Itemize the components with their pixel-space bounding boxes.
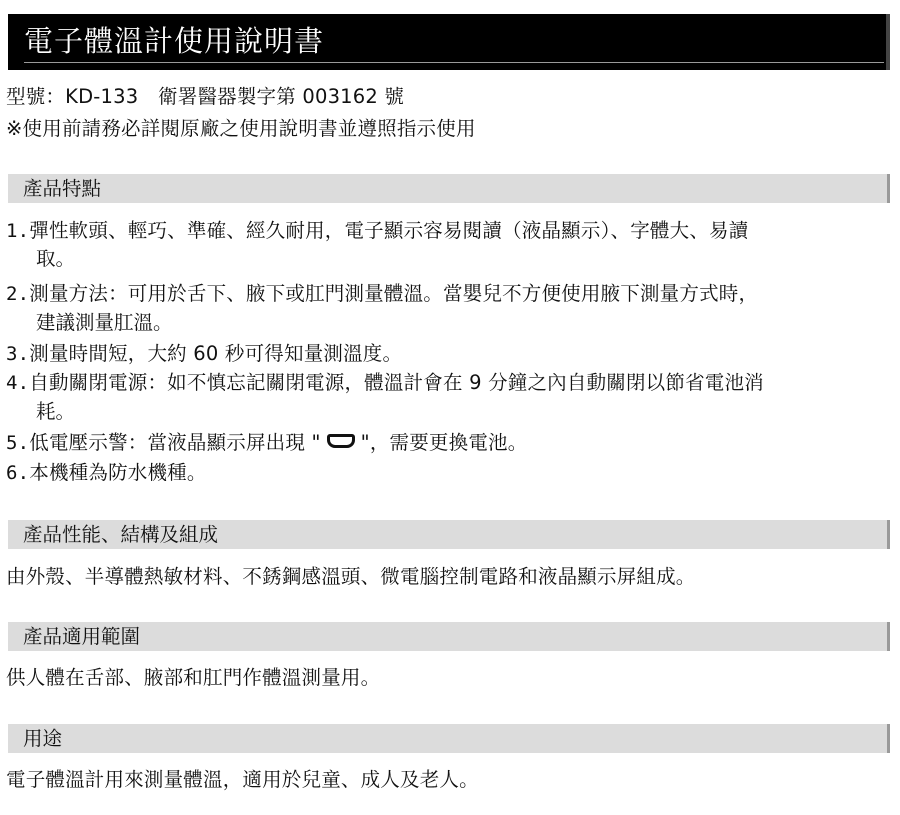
section-band-composition	[8, 520, 890, 549]
feature-item-4-continuation: 耗。	[36, 400, 76, 423]
feature-number: 4.	[6, 372, 30, 394]
usage-body: 電子體溫計用來測量體溫，適用於兒童、成人及老人。	[6, 768, 479, 791]
section-heading-usage: 用途	[23, 727, 63, 750]
feature-text: 測量時間短，大約 60 秒可得知量測溫度。	[29, 342, 403, 365]
feature-number: 1.	[6, 220, 30, 242]
feature-number: 2.	[6, 283, 30, 305]
feature-item-1	[6, 218, 748, 244]
feature-text: 彈性軟頭、輕巧、準確、經久耐用，電子顯示容易閱讀（液晶顯示）、字體大、易讀	[29, 219, 749, 242]
usage-notice: ※使用前請務必詳閱原廠之使用說明書並遵照指示使用	[6, 117, 476, 140]
feature-number: 5.	[6, 432, 30, 454]
feature-text: 測量方法：可用於舌下、腋下或肛門測量體溫。當嬰兒不方便使用腋下測量方式時，	[29, 282, 759, 305]
title-underline	[24, 62, 884, 63]
section-band-scope	[8, 622, 890, 651]
model-line: 型號：KD-133 衛署醫器製字第 003162 號	[6, 85, 405, 108]
feature-text-after-icon: "，需要更換電池。	[360, 431, 528, 454]
document-title-bar	[8, 14, 890, 70]
section-band-features	[8, 174, 890, 203]
section-band-usage	[8, 724, 890, 753]
document-title: 電子體溫計使用說明書	[24, 24, 325, 58]
composition-body: 由外殼、半導體熱敏材料、不銹鋼感溫頭、微電腦控制電路和液晶顯示屏組成。	[6, 565, 696, 588]
feature-item-4	[6, 370, 764, 396]
feature-item-3	[6, 341, 402, 367]
feature-item-2-continuation: 建議測量肛溫。	[36, 311, 173, 334]
feature-text-before-icon: 低電壓示警：當液晶顯示屏出現 "	[29, 431, 321, 454]
section-heading-features: 產品特點	[23, 177, 102, 200]
feature-item-5	[6, 430, 527, 456]
section-heading-composition: 產品性能、結構及組成	[23, 523, 219, 546]
feature-number: 6.	[6, 462, 30, 484]
feature-text: 自動關閉電源：如不慎忘記關閉電源，體溫計會在 9 分鐘之內自動關閉以節省電池消	[29, 371, 764, 394]
feature-text: 本機種為防水機種。	[29, 461, 207, 484]
section-heading-scope: 產品適用範圍	[23, 625, 141, 648]
scope-body: 供人體在舌部、腋部和肛門作體溫測量用。	[6, 666, 381, 689]
feature-item-2	[6, 281, 758, 307]
feature-number: 3.	[6, 343, 30, 365]
feature-item-1-continuation: 取。	[36, 247, 76, 270]
low-battery-icon	[327, 434, 355, 448]
feature-item-6	[6, 460, 207, 486]
